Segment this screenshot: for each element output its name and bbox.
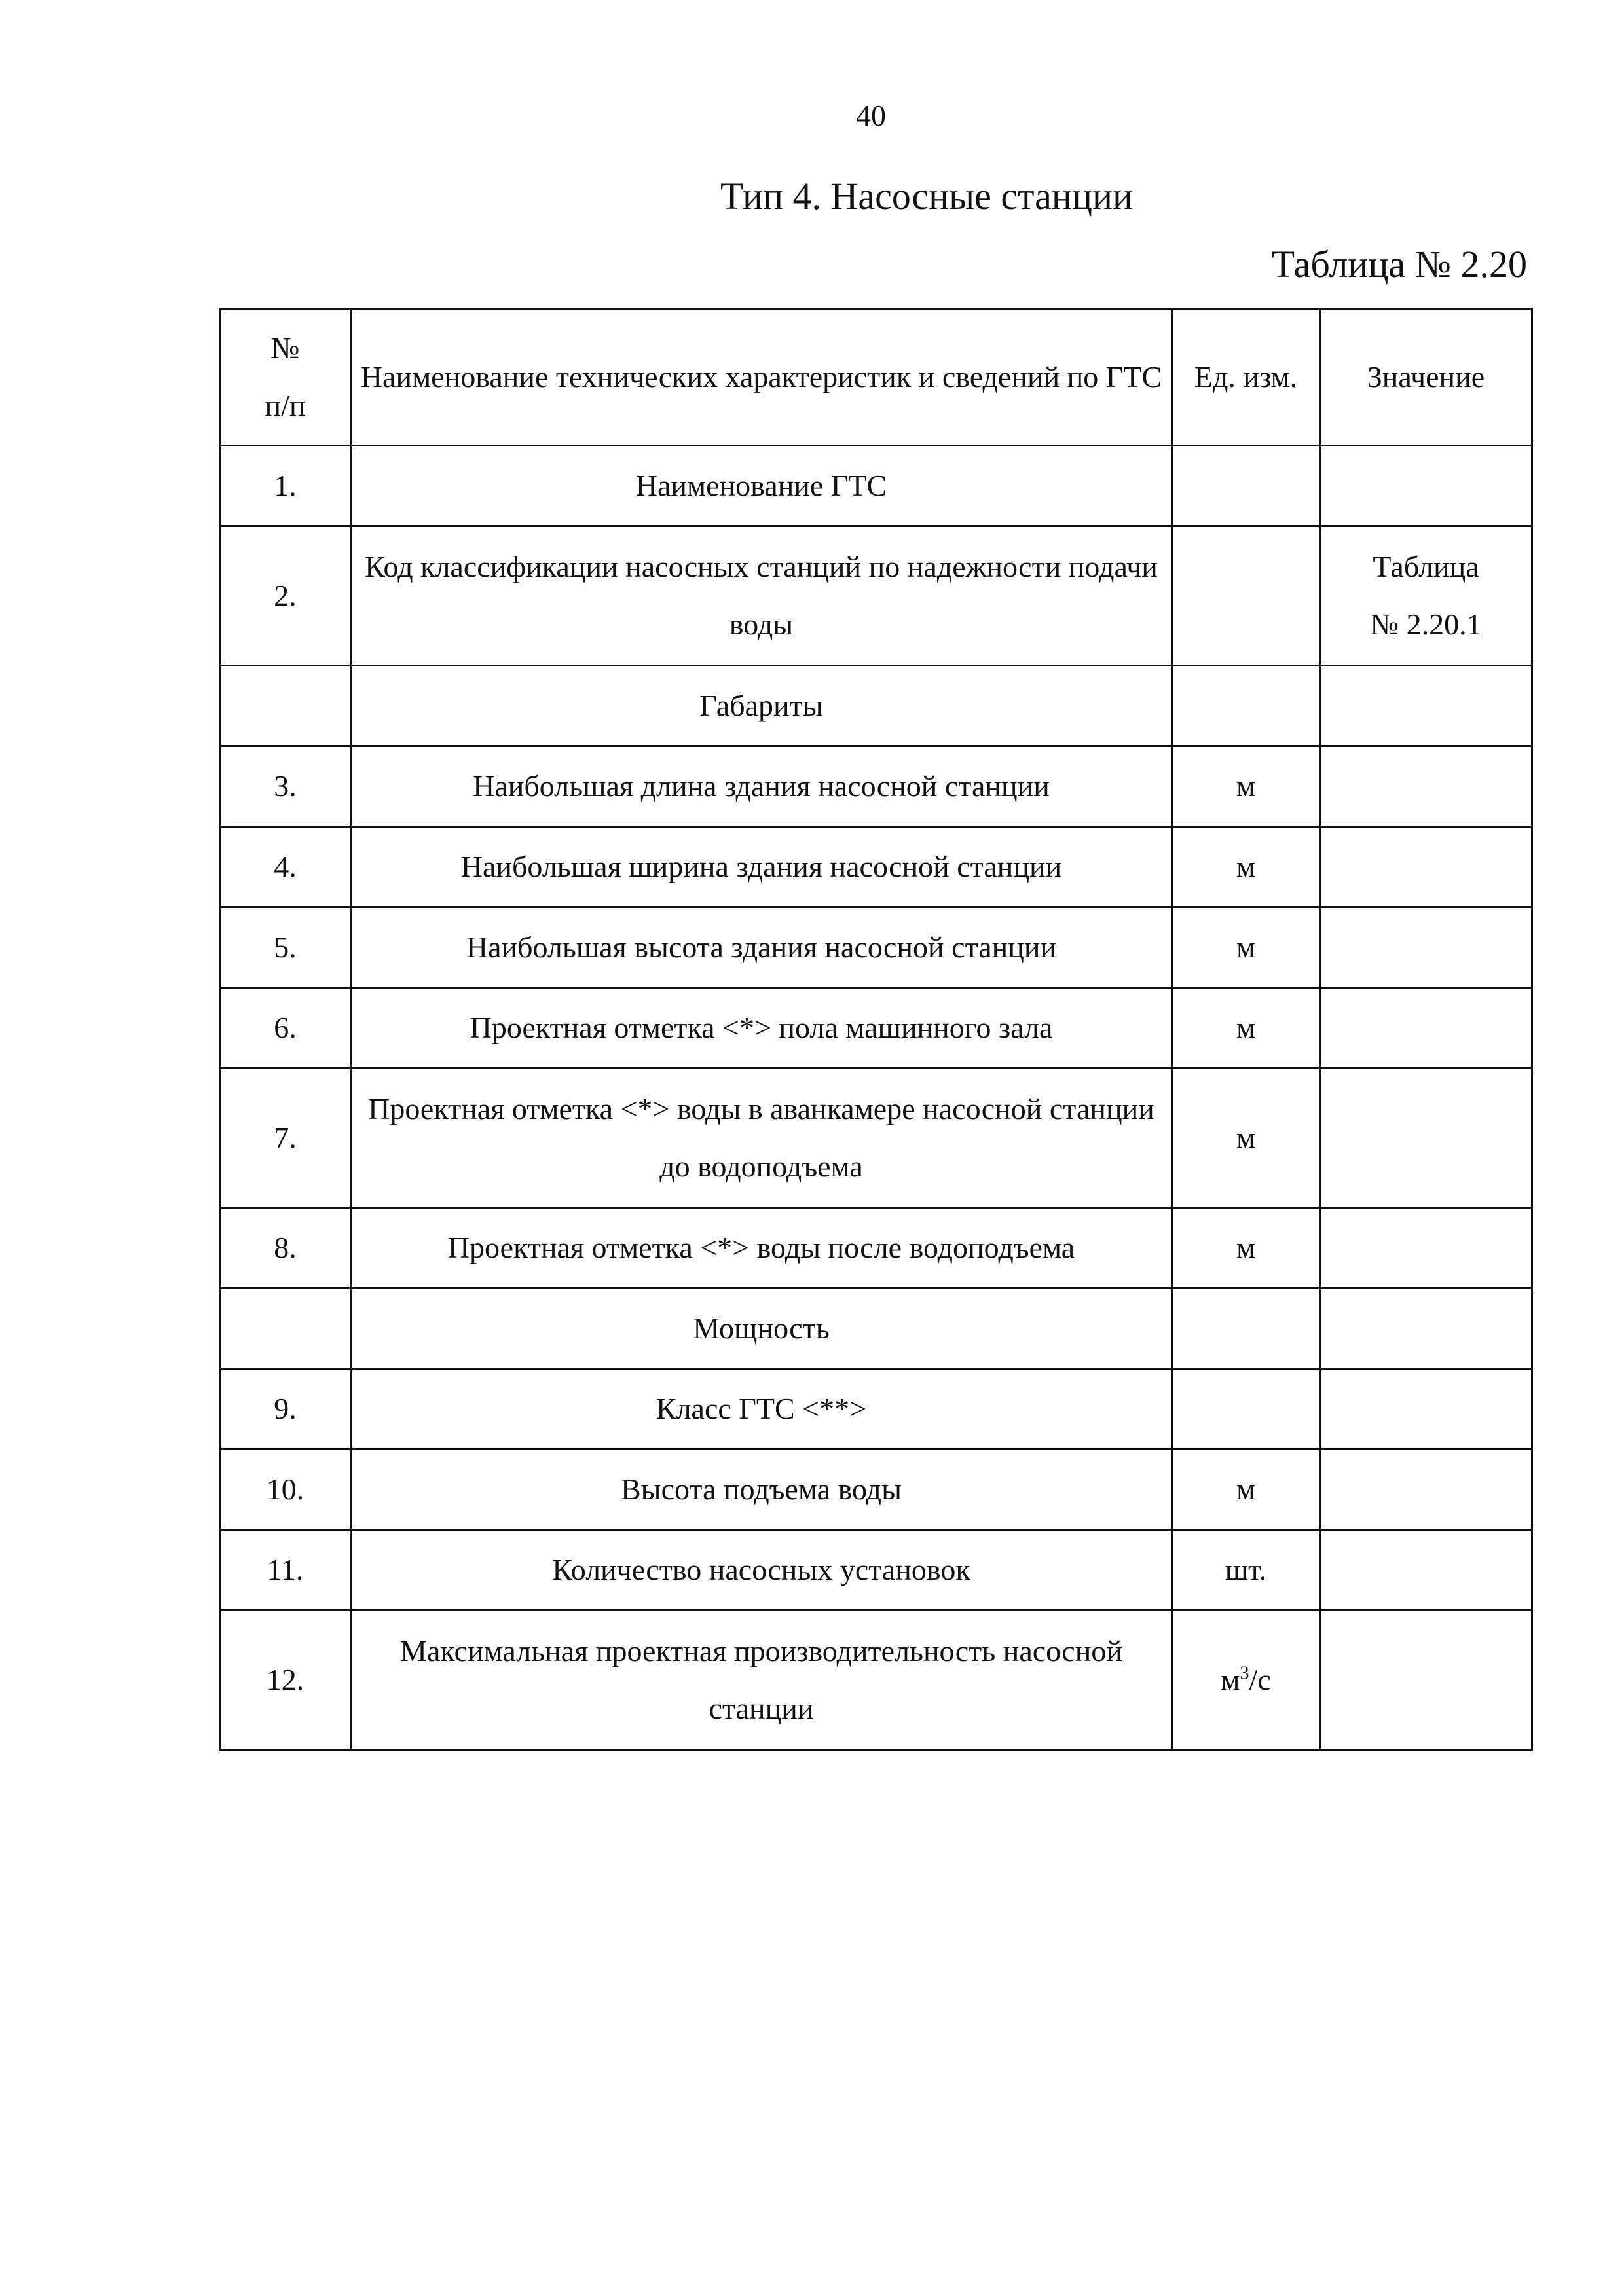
section-title: Тип 4. Насосные станции: [720, 175, 1134, 217]
row-unit: [1172, 1369, 1320, 1449]
unit-tail: /с: [1249, 1663, 1271, 1696]
row-name: Код классификации насосных станций по надежности подачи воды: [351, 526, 1172, 666]
row-number: [220, 1288, 351, 1369]
header-number-label: №: [270, 331, 300, 365]
row-value-line: № 2.20.1: [1370, 608, 1482, 641]
header-value-cell: Значение: [1320, 309, 1532, 446]
row-unit: шт.: [1172, 1530, 1320, 1611]
row-value: [1320, 1068, 1532, 1208]
table-row: [220, 1530, 1532, 1611]
row-value: [1320, 1530, 1532, 1611]
table-row: [220, 1369, 1532, 1449]
row-unit: м: [1172, 988, 1320, 1068]
table-row: [220, 1068, 1532, 1208]
header-number-cell: [220, 309, 351, 446]
row-unit: м: [1172, 1068, 1320, 1208]
section-row: [220, 666, 1532, 746]
row-name: Максимальная проектная производительность насосной станции: [351, 1611, 1172, 1750]
specifications-table: [219, 308, 1533, 1751]
unit-superscript: 3: [1240, 1663, 1249, 1684]
row-number: 9.: [220, 1369, 351, 1449]
row-value: [1320, 526, 1532, 666]
row-number: 4.: [220, 827, 351, 907]
row-name: Проектная отметка <*> пола машинного зала: [351, 988, 1172, 1068]
section-heading: Габариты: [351, 666, 1172, 746]
table-row: [220, 827, 1532, 907]
row-name: Класс ГТС <**>: [351, 1369, 1172, 1449]
row-unit: [1172, 1288, 1320, 1369]
row-unit: [1172, 446, 1320, 526]
row-value: [1320, 666, 1532, 746]
table-caption: Таблица № 2.20: [1271, 243, 1527, 285]
table-row: [220, 1208, 1532, 1288]
table-row: [220, 1611, 1532, 1750]
row-value: [1320, 1611, 1532, 1750]
table-row: [220, 526, 1532, 666]
row-name: Наименование ГТС: [351, 446, 1172, 526]
row-value: [1320, 1369, 1532, 1449]
row-value-line: Таблица: [1373, 550, 1479, 583]
row-name: Высота подъема воды: [351, 1449, 1172, 1530]
row-name: Проектная отметка <*> воды после водоподъема: [351, 1208, 1172, 1288]
section-heading: Мощность: [351, 1288, 1172, 1369]
row-value: [1320, 746, 1532, 827]
row-unit: [1172, 1611, 1320, 1750]
row-name: Наибольшая высота здания насосной станции: [351, 907, 1172, 988]
row-value: [1320, 446, 1532, 526]
table-row: [220, 988, 1532, 1068]
row-unit: м: [1172, 1449, 1320, 1530]
row-unit: м: [1172, 746, 1320, 827]
row-number: 12.: [220, 1611, 351, 1750]
row-value: [1320, 827, 1532, 907]
header-name-cell: Наименование технических характеристик и сведений по ГТС: [351, 309, 1172, 446]
row-value: [1320, 988, 1532, 1068]
row-value: [1320, 907, 1532, 988]
header-number-sublabel: п/п: [265, 389, 306, 422]
table-row: [220, 907, 1532, 988]
row-number: 5.: [220, 907, 351, 988]
table-row: [220, 1449, 1532, 1530]
row-name: Наибольшая ширина здания насосной станции: [351, 827, 1172, 907]
row-number: 2.: [220, 526, 351, 666]
row-number: 10.: [220, 1449, 351, 1530]
header-unit-cell: Ед. изм.: [1172, 309, 1320, 446]
row-number: 3.: [220, 746, 351, 827]
row-unit: [1172, 666, 1320, 746]
row-number: 11.: [220, 1530, 351, 1611]
table-header-row: [220, 309, 1532, 446]
section-row: [220, 1288, 1532, 1369]
row-name: Проектная отметка <*> воды в аванкамере насосной станции до водоподъема: [351, 1068, 1172, 1208]
page-number: 40: [856, 99, 886, 132]
row-name: Наибольшая длина здания насосной станции: [351, 746, 1172, 827]
row-number: 1.: [220, 446, 351, 526]
row-value: [1320, 1449, 1532, 1530]
row-number: 8.: [220, 1208, 351, 1288]
unit-base: м: [1221, 1663, 1240, 1696]
row-value: [1320, 1208, 1532, 1288]
row-name: Количество насосных установок: [351, 1530, 1172, 1611]
row-number: [220, 666, 351, 746]
row-number: 6.: [220, 988, 351, 1068]
row-value: [1320, 1288, 1532, 1369]
row-number: 7.: [220, 1068, 351, 1208]
table-row: [220, 746, 1532, 827]
row-unit: м: [1172, 827, 1320, 907]
row-unit: [1172, 526, 1320, 666]
row-unit: м: [1172, 1208, 1320, 1288]
row-unit: м: [1172, 907, 1320, 988]
table-row: [220, 446, 1532, 526]
